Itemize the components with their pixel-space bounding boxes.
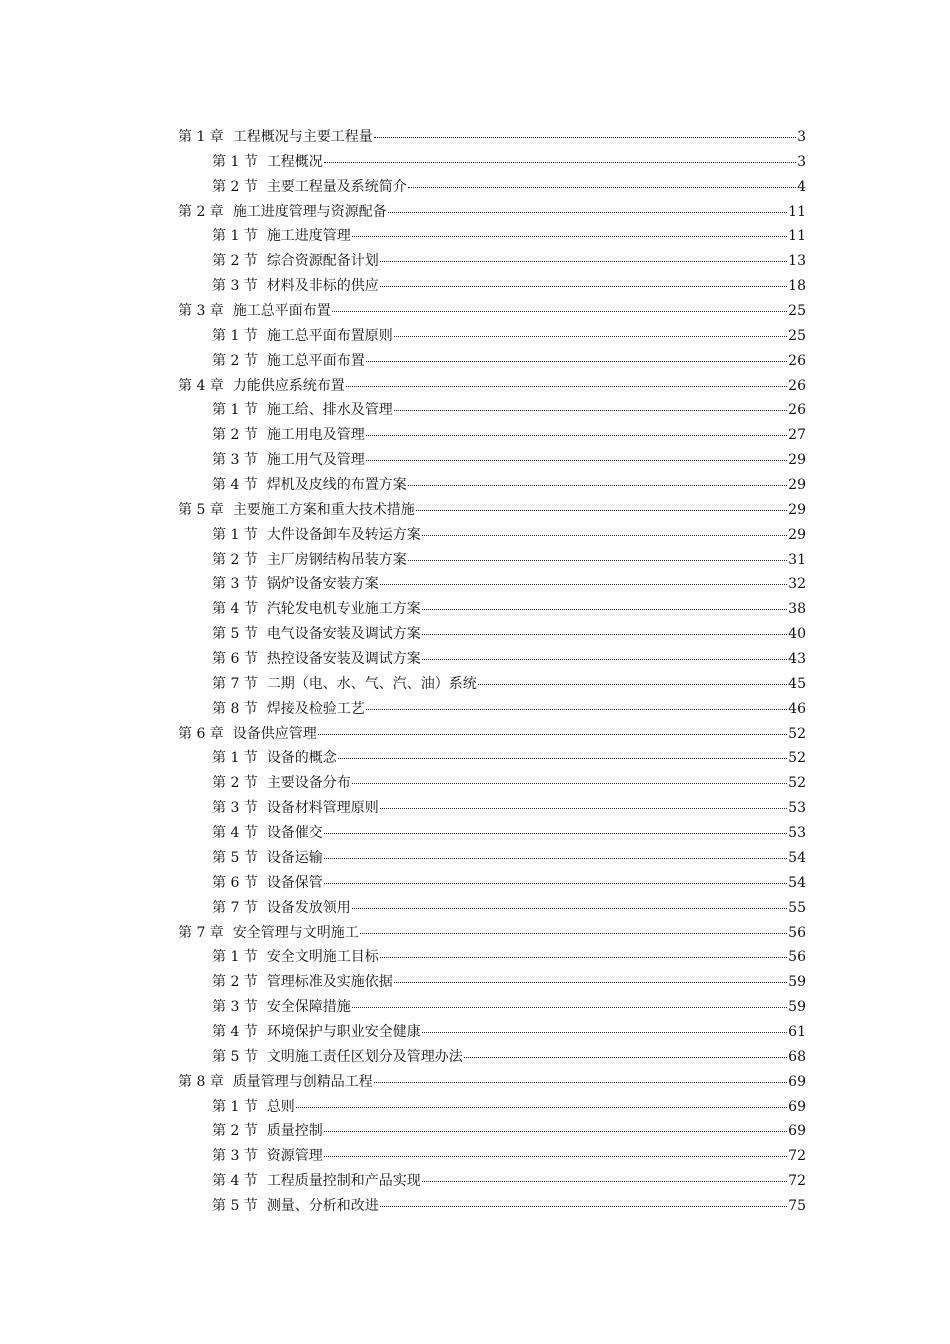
toc-section-entry[interactable] xyxy=(178,398,806,423)
toc-entry-title: 施工给、排水及管理 xyxy=(266,402,393,419)
toc-section-entry[interactable] xyxy=(178,572,806,597)
toc-section-entry[interactable] xyxy=(178,672,806,697)
toc-entry-title: 主要施工方案和重大技术措施 xyxy=(232,501,415,518)
toc-entry-title: 设备发放领用 xyxy=(266,899,351,916)
toc-entry-title: 环境保护与职业安全健康 xyxy=(266,1023,421,1040)
toc-entry-page-number: 11 xyxy=(788,228,806,245)
toc-entry-number: 第 5 节 xyxy=(212,1197,258,1214)
toc-section-entry[interactable] xyxy=(178,1169,806,1194)
toc-entry-number: 第 4 章 xyxy=(178,377,224,394)
toc-entry-title: 工程质量控制和产品实现 xyxy=(266,1173,421,1190)
toc-entry-title: 质量控制 xyxy=(266,1123,323,1140)
toc-entry-page-number: 69 xyxy=(788,1123,806,1140)
toc-section-entry[interactable] xyxy=(178,995,806,1020)
toc-chapter-entry[interactable] xyxy=(178,125,806,150)
toc-entry-page-number: 52 xyxy=(788,775,806,792)
toc-entry-page-number: 72 xyxy=(788,1173,806,1190)
toc-dot-leader xyxy=(380,957,787,958)
toc-dot-leader xyxy=(380,808,787,809)
toc-entry-title: 安全文明施工目标 xyxy=(266,949,379,966)
toc-dot-leader xyxy=(338,758,787,759)
toc-entry-title: 施工总平面布置 xyxy=(232,303,331,320)
toc-entry-page-number: 26 xyxy=(788,352,806,369)
toc-entry-page-number: 40 xyxy=(788,626,806,643)
toc-section-entry[interactable] xyxy=(178,548,806,573)
toc-dot-leader xyxy=(422,634,787,635)
toc-entry-page-number: 59 xyxy=(788,999,806,1016)
toc-entry-number: 第 2 节 xyxy=(212,974,258,991)
toc-entry-title: 施工用气及管理 xyxy=(266,452,365,469)
toc-dot-leader xyxy=(324,833,787,834)
toc-dot-leader xyxy=(366,435,787,436)
toc-entry-number: 第 6 节 xyxy=(212,874,258,891)
toc-entry-title: 综合资源配备计划 xyxy=(266,253,379,270)
toc-entry-number: 第 4 节 xyxy=(212,601,258,618)
toc-entry-number: 第 2 节 xyxy=(212,253,258,270)
toc-entry-number: 第 1 节 xyxy=(212,526,258,543)
toc-dot-leader xyxy=(422,1181,787,1182)
toc-entry-title: 资源管理 xyxy=(266,1148,323,1165)
toc-entry-number: 第 1 节 xyxy=(212,750,258,767)
toc-entry-number: 第 2 节 xyxy=(212,427,258,444)
toc-entry-number: 第 1 节 xyxy=(212,327,258,344)
toc-entry-number: 第 3 节 xyxy=(212,800,258,817)
toc-chapter-entry[interactable] xyxy=(178,498,806,523)
toc-dot-leader xyxy=(388,212,787,213)
toc-dot-leader xyxy=(296,1107,787,1108)
toc-entry-title: 设备运输 xyxy=(266,849,323,866)
toc-entry-number: 第 4 节 xyxy=(212,1023,258,1040)
toc-entry-title: 施工进度管理与资源配备 xyxy=(232,203,387,220)
toc-entry-page-number: 54 xyxy=(788,849,806,866)
toc-section-entry[interactable] xyxy=(178,647,806,672)
toc-section-entry[interactable] xyxy=(178,821,806,846)
toc-entry-page-number: 53 xyxy=(788,825,806,842)
toc-entry-page-number: 75 xyxy=(788,1197,806,1214)
toc-entry-title: 设备的概念 xyxy=(266,750,337,767)
toc-chapter-entry[interactable] xyxy=(178,299,806,324)
toc-dot-leader xyxy=(332,311,787,312)
toc-dot-leader xyxy=(346,386,787,387)
toc-entry-title: 主要设备分布 xyxy=(266,775,351,792)
toc-section-entry[interactable] xyxy=(178,896,806,921)
toc-dot-leader xyxy=(408,560,787,561)
toc-entry-page-number: 46 xyxy=(788,700,806,717)
toc-entry-title: 主要工程量及系统简介 xyxy=(266,178,407,195)
toc-dot-leader xyxy=(394,336,787,337)
toc-dot-leader xyxy=(360,933,787,934)
toc-entry-page-number: 29 xyxy=(788,526,806,543)
toc-entry-title: 设备催交 xyxy=(266,825,323,842)
toc-entry-title: 工程概况 xyxy=(266,153,323,170)
toc-dot-leader xyxy=(324,1131,787,1132)
toc-entry-number: 第 4 节 xyxy=(212,477,258,494)
toc-chapter-entry[interactable] xyxy=(178,1070,806,1095)
toc-entry-page-number: 29 xyxy=(788,477,806,494)
toc-entry-page-number: 38 xyxy=(788,601,806,618)
toc-dot-leader xyxy=(416,510,787,511)
toc-section-entry[interactable] xyxy=(178,274,806,299)
toc-entry-title: 施工进度管理 xyxy=(266,228,351,245)
toc-entry-title: 大件设备卸车及转运方案 xyxy=(266,526,421,543)
toc-entry-title: 质量管理与创精品工程 xyxy=(232,1073,373,1090)
toc-entry-page-number: 53 xyxy=(788,800,806,817)
toc-entry-number: 第 2 节 xyxy=(212,352,258,369)
toc-entry-number: 第 4 节 xyxy=(212,1173,258,1190)
toc-dot-leader xyxy=(374,137,796,138)
toc-dot-leader xyxy=(366,709,787,710)
toc-entry-title: 文明施工责任区划分及管理办法 xyxy=(266,1048,463,1065)
toc-dot-leader xyxy=(352,236,787,237)
toc-entry-page-number: 45 xyxy=(788,675,806,692)
toc-entry-title: 工程概况与主要工程量 xyxy=(232,129,373,145)
toc-entry-page-number: 54 xyxy=(788,874,806,891)
toc-entry-number: 第 1 章 xyxy=(178,129,224,145)
toc-entry-number: 第 4 节 xyxy=(212,825,258,842)
toc-entry-page-number: 52 xyxy=(788,725,806,742)
toc-section-entry[interactable] xyxy=(178,1119,806,1144)
toc-dot-leader xyxy=(422,1032,787,1033)
toc-entry-title: 管理标准及实施依据 xyxy=(266,974,393,991)
toc-entry-number: 第 3 节 xyxy=(212,278,258,295)
toc-entry-page-number: 26 xyxy=(788,377,806,394)
toc-section-entry[interactable] xyxy=(178,150,806,175)
toc-section-entry[interactable] xyxy=(178,871,806,896)
toc-chapter-entry[interactable] xyxy=(178,722,806,747)
toc-entry-number: 第 3 节 xyxy=(212,576,258,593)
toc-dot-leader xyxy=(422,659,787,660)
toc-entry-number: 第 7 章 xyxy=(178,924,224,941)
toc-dot-leader xyxy=(324,883,787,884)
toc-section-entry[interactable] xyxy=(178,622,806,647)
toc-entry-page-number: 59 xyxy=(788,974,806,991)
toc-entry-page-number: 18 xyxy=(788,278,806,295)
toc-entry-number: 第 2 节 xyxy=(212,775,258,792)
toc-entry-page-number: 31 xyxy=(788,551,806,568)
toc-entry-title: 施工总平面布置 xyxy=(266,352,365,369)
toc-entry-page-number: 69 xyxy=(788,1073,806,1090)
toc-section-entry[interactable] xyxy=(178,349,806,374)
toc-entry-number: 第 5 章 xyxy=(178,501,224,518)
toc-entry-title: 主厂房钢结构吊装方案 xyxy=(266,551,407,568)
toc-entry-number: 第 7 节 xyxy=(212,675,258,692)
toc-entry-title: 材料及非标的供应 xyxy=(266,278,379,295)
toc-chapter-entry[interactable] xyxy=(178,921,806,946)
toc-entry-page-number: 43 xyxy=(788,651,806,668)
toc-dot-leader xyxy=(380,584,787,585)
toc-entry-page-number: 52 xyxy=(788,750,806,767)
toc-entry-number: 第 2 节 xyxy=(212,551,258,568)
toc-section-entry[interactable] xyxy=(178,1020,806,1045)
toc-section-entry[interactable] xyxy=(178,746,806,771)
toc-dot-leader xyxy=(422,535,787,536)
toc-dot-leader xyxy=(380,1206,787,1207)
toc-entry-title: 焊机及皮线的布置方案 xyxy=(266,477,407,494)
toc-entry-page-number: 72 xyxy=(788,1148,806,1165)
toc-entry-number: 第 8 节 xyxy=(212,700,258,717)
toc-entry-number: 第 3 节 xyxy=(212,1148,258,1165)
toc-dot-leader xyxy=(422,609,787,610)
toc-entry-title: 二期（电、水、气、汽、油）系统 xyxy=(266,675,477,692)
toc-entry-number: 第 1 节 xyxy=(212,949,258,966)
toc-dot-leader xyxy=(394,410,787,411)
toc-section-entry[interactable] xyxy=(178,448,806,473)
table-of-contents xyxy=(178,125,806,1219)
toc-entry-number: 第 1 节 xyxy=(212,153,258,170)
toc-dot-leader xyxy=(324,1156,787,1157)
toc-section-entry[interactable] xyxy=(178,771,806,796)
toc-entry-number: 第 7 节 xyxy=(212,899,258,916)
toc-entry-title: 施工总平面布置原则 xyxy=(266,327,393,344)
toc-dot-leader xyxy=(352,908,787,909)
toc-dot-leader xyxy=(352,1007,787,1008)
toc-dot-leader xyxy=(478,684,787,685)
toc-entry-number: 第 5 节 xyxy=(212,1048,258,1065)
toc-entry-page-number: 68 xyxy=(788,1048,806,1065)
toc-dot-leader xyxy=(408,485,787,486)
toc-section-entry[interactable] xyxy=(178,324,806,349)
toc-entry-page-number: 61 xyxy=(788,1023,806,1040)
toc-entry-page-number: 56 xyxy=(788,949,806,966)
toc-section-entry[interactable] xyxy=(178,224,806,249)
toc-section-entry[interactable] xyxy=(178,970,806,995)
toc-entry-page-number: 25 xyxy=(788,327,806,344)
toc-entry-number: 第 3 章 xyxy=(178,303,224,320)
toc-entry-number: 第 1 节 xyxy=(212,1098,258,1115)
toc-entry-page-number: 3 xyxy=(797,153,806,170)
toc-section-entry[interactable] xyxy=(178,423,806,448)
toc-entry-page-number: 13 xyxy=(788,253,806,270)
toc-entry-page-number: 69 xyxy=(788,1098,806,1115)
toc-entry-title: 锅炉设备安装方案 xyxy=(266,576,379,593)
toc-entry-page-number: 32 xyxy=(788,576,806,593)
toc-entry-title: 安全保障措施 xyxy=(266,999,351,1016)
toc-entry-number: 第 3 节 xyxy=(212,452,258,469)
toc-dot-leader xyxy=(380,261,787,262)
toc-entry-title: 设备材料管理原则 xyxy=(266,800,379,817)
toc-entry-page-number: 26 xyxy=(788,402,806,419)
toc-section-entry[interactable] xyxy=(178,1144,806,1169)
toc-section-entry[interactable] xyxy=(178,796,806,821)
toc-entry-page-number: 11 xyxy=(788,203,806,220)
toc-entry-number: 第 1 节 xyxy=(212,402,258,419)
toc-entry-page-number: 4 xyxy=(797,178,806,195)
toc-entry-number: 第 5 节 xyxy=(212,849,258,866)
toc-entry-page-number: 56 xyxy=(788,924,806,941)
toc-section-entry[interactable] xyxy=(178,1194,806,1219)
toc-section-entry[interactable] xyxy=(178,175,806,200)
toc-section-entry[interactable] xyxy=(178,945,806,970)
toc-entry-number: 第 2 章 xyxy=(178,203,224,220)
toc-entry-title: 设备保管 xyxy=(266,874,323,891)
toc-section-entry[interactable] xyxy=(178,249,806,274)
toc-dot-leader xyxy=(374,1082,787,1083)
toc-entry-title: 电气设备安装及调试方案 xyxy=(266,626,421,643)
toc-section-entry[interactable] xyxy=(178,1095,806,1120)
toc-entry-title: 设备供应管理 xyxy=(232,725,317,742)
toc-entry-page-number: 55 xyxy=(788,899,806,916)
toc-entry-number: 第 3 节 xyxy=(212,999,258,1016)
toc-entry-title: 焊接及检验工艺 xyxy=(266,700,365,717)
toc-entry-page-number: 29 xyxy=(788,452,806,469)
toc-dot-leader xyxy=(324,162,796,163)
toc-entry-title: 施工用电及管理 xyxy=(266,427,365,444)
toc-entry-number: 第 6 节 xyxy=(212,651,258,668)
toc-section-entry[interactable] xyxy=(178,846,806,871)
toc-entry-title: 汽轮发电机专业施工方案 xyxy=(266,601,421,618)
toc-entry-page-number: 25 xyxy=(788,303,806,320)
toc-dot-leader xyxy=(380,286,787,287)
toc-entry-title: 测量、分析和改进 xyxy=(266,1197,379,1214)
toc-section-entry[interactable] xyxy=(178,523,806,548)
toc-dot-leader xyxy=(394,982,787,983)
toc-entry-title: 总则 xyxy=(266,1098,295,1115)
toc-chapter-entry[interactable] xyxy=(178,374,806,399)
toc-entry-page-number: 29 xyxy=(788,501,806,518)
toc-chapter-entry[interactable] xyxy=(178,200,806,225)
toc-entry-title: 安全管理与文明施工 xyxy=(232,924,359,941)
toc-entry-title: 热控设备安装及调试方案 xyxy=(266,651,421,668)
toc-entry-number: 第 6 章 xyxy=(178,725,224,742)
toc-section-entry[interactable] xyxy=(178,473,806,498)
toc-dot-leader xyxy=(352,783,787,784)
toc-dot-leader xyxy=(366,361,787,362)
toc-entry-title: 力能供应系统布置 xyxy=(232,377,345,394)
toc-dot-leader xyxy=(464,1057,787,1058)
toc-section-entry[interactable] xyxy=(178,697,806,722)
toc-section-entry[interactable] xyxy=(178,597,806,622)
toc-section-entry[interactable] xyxy=(178,1045,806,1070)
toc-dot-leader xyxy=(366,460,787,461)
toc-entry-page-number: 27 xyxy=(788,427,806,444)
toc-entry-number: 第 1 节 xyxy=(212,228,258,245)
toc-entry-page-number: 3 xyxy=(797,129,806,145)
toc-entry-number: 第 2 节 xyxy=(212,1123,258,1140)
toc-dot-leader xyxy=(318,734,787,735)
toc-entry-number: 第 8 章 xyxy=(178,1073,224,1090)
toc-entry-number: 第 5 节 xyxy=(212,626,258,643)
toc-dot-leader xyxy=(324,858,787,859)
toc-entry-number: 第 2 节 xyxy=(212,178,258,195)
toc-dot-leader xyxy=(408,187,796,188)
